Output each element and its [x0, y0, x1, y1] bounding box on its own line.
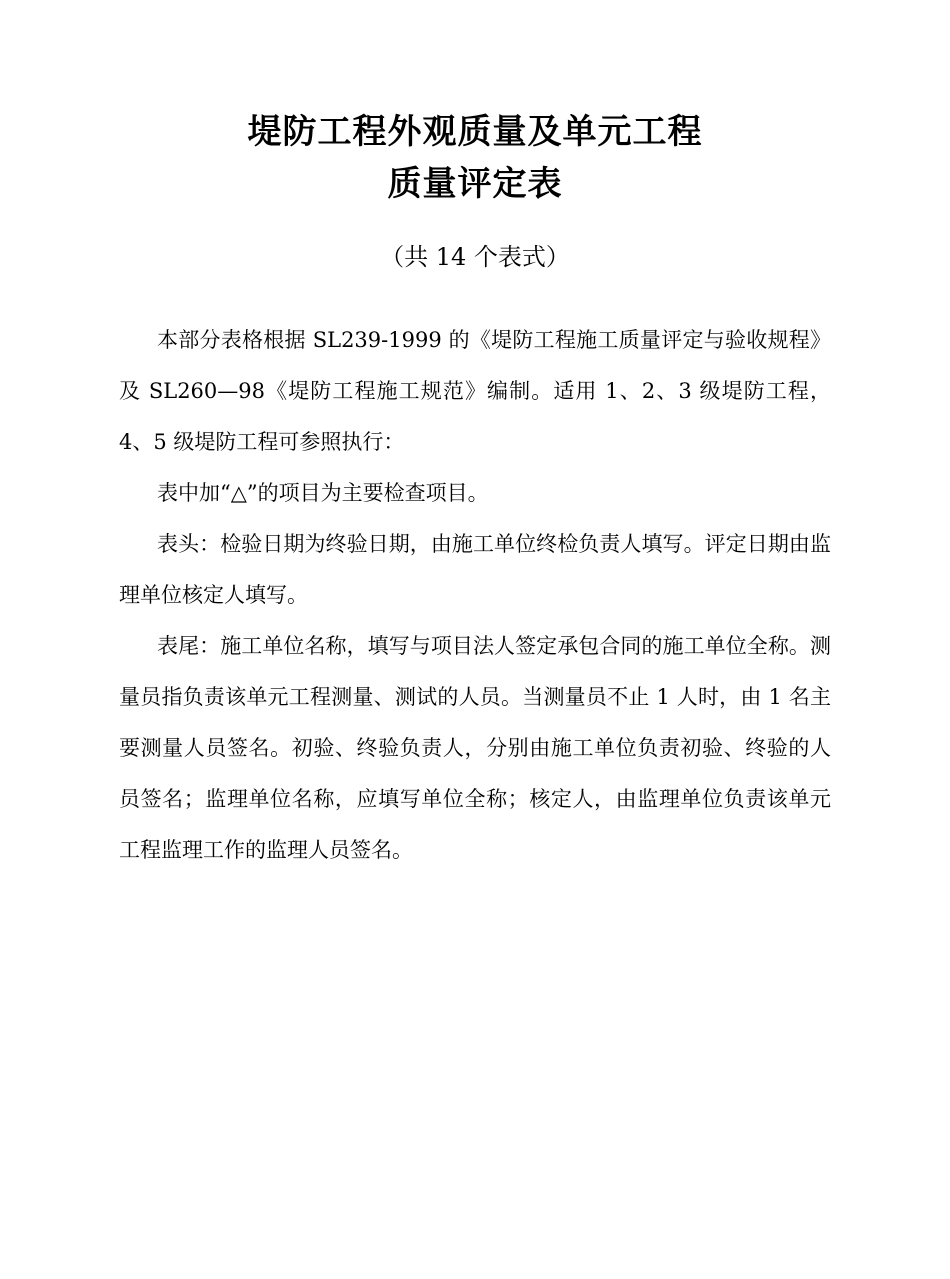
document-title-line-1: 堤防工程外观质量及单元工程: [247, 112, 703, 152]
paragraph-table-header: 表头：检验日期为终验日期，由施工单位终检负责人填写。评定日期由监理单位核定人填写。: [119, 532, 831, 607]
document-subtitle: （共 14 个表式）: [380, 243, 570, 271]
document-title-line-2: 质量评定表: [387, 164, 563, 204]
document-body: [119, 315, 831, 876]
paragraph-table-footer: 表尾：施工单位名称，填写与项目法人签定承包合同的施工单位全称。测量员指负责该单元工程测量、测试的人员。当测量员不止 1 人时，由 1 名主要测量人员签名。初验、终验负责人，分别由施工单位负责初验、终验的人员签名；监理单位名称，应填写单位全称；核定人，由监理单位负责该单元工程监理工作的监理人员签名。: [119, 634, 831, 862]
paragraph-key-items: 表中加“△”的项目为主要检查项目。: [157, 481, 489, 505]
paragraph-scope: 本部分表格根据 SL239-1999 的《堤防工程施工质量评定与验收规程》及 SL260—98《堤防工程施工规范》编制。适用 1、2、3 级堤防工程，4、5 级堤防工程可参照执行：: [119, 328, 831, 454]
